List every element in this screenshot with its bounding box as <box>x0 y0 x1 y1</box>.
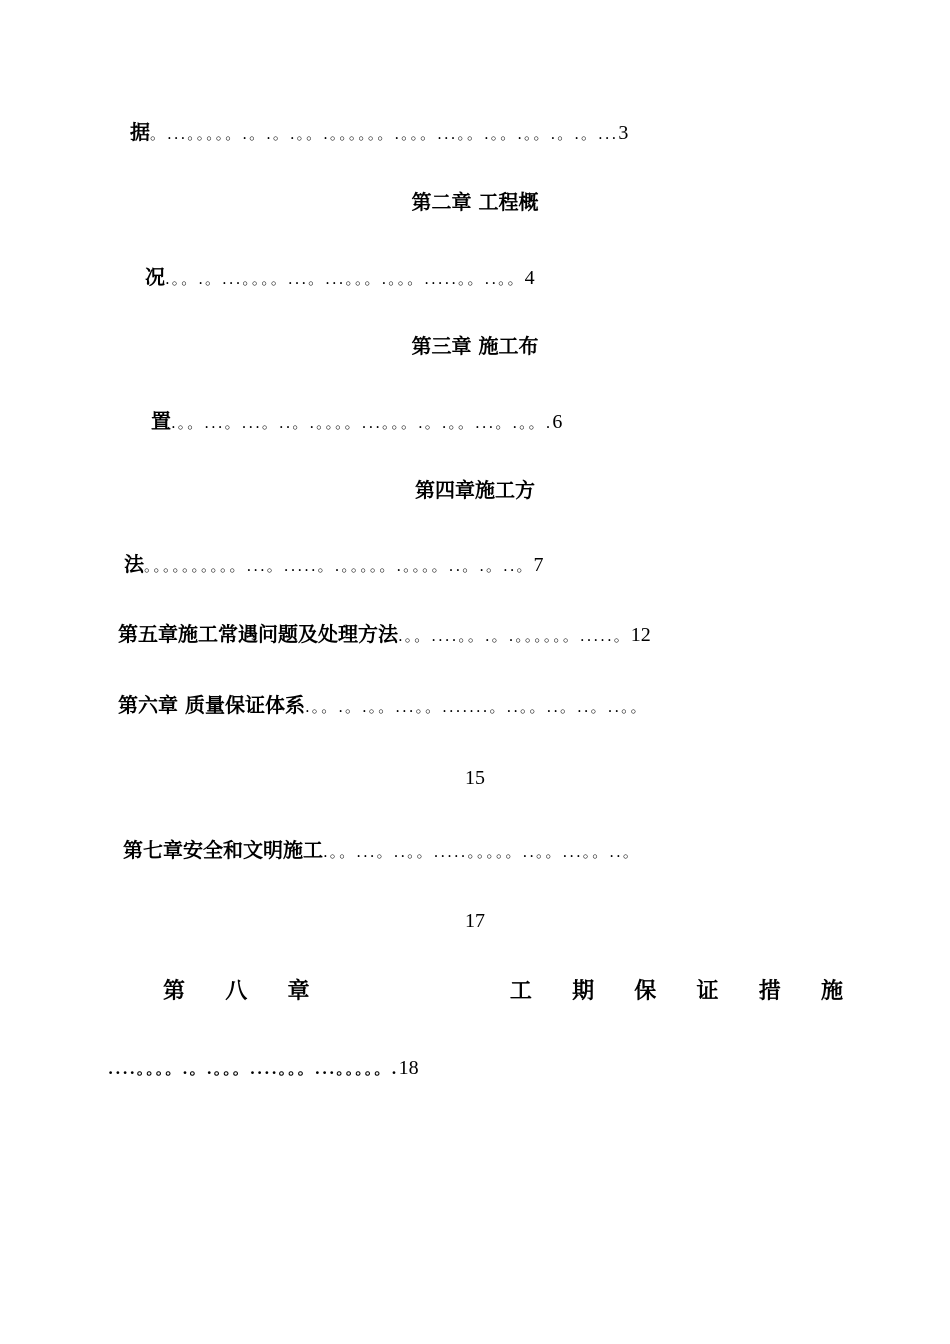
toc-line-3-page: 6 <box>552 411 563 433</box>
toc-line-6-title: 第六章 质量保证体系 <box>118 693 305 717</box>
toc-line-6 <box>118 691 648 721</box>
toc-line-2-leader: .。。.。...。。。。...。...。。。.。。。.....。。..。。 <box>165 270 525 288</box>
toc-chapter-3-title: 第三章 施工布 <box>411 334 539 358</box>
toc-line-1 <box>130 118 628 148</box>
toc-line-5-leader: .。。....。。.。.。。。。。。.....。 <box>398 627 631 645</box>
toc-line-8-leader: ....。。。。.。.。。。....。。。...。。。。。. <box>108 1060 399 1078</box>
toc-line-7-title: 第七章安全和文明施工 <box>123 838 323 862</box>
toc-line-5 <box>118 620 651 650</box>
toc-line-8-char: 期 <box>572 978 595 1004</box>
toc-line-8-gap <box>350 977 470 1005</box>
toc-line-8-char: 证 <box>696 978 719 1004</box>
toc-line-5-page: 12 <box>630 624 651 646</box>
toc-line-8-char: 第 <box>163 978 186 1004</box>
toc-line-7 <box>123 836 640 866</box>
toc-line-3-tail: 置 <box>151 409 171 433</box>
toc-line-7-leader: .。。...。..。。.....。。。。。..。。...。。..。 <box>323 843 640 861</box>
toc-line-8-char: 保 <box>634 978 657 1004</box>
toc-line-8-char: 施 <box>820 978 843 1004</box>
toc-line-4-leader: 。。。。。。。。。。...。.....。.。。。。。.。。。。..。.。..。 <box>144 557 534 575</box>
toc-line-2-tail: 况 <box>145 265 165 289</box>
toc-line-8-char: 措 <box>758 978 781 1004</box>
toc-line-8-page: 18 <box>398 1057 419 1079</box>
toc-line-4 <box>124 550 544 580</box>
toc-line-8-char: 章 <box>287 978 310 1004</box>
toc-line-1-leader: 。...。。。。。.。.。.。。.。。。。。。.。。。...。。.。。.。。.。.。... <box>150 125 619 143</box>
toc-line-2-page: 4 <box>524 267 535 289</box>
toc-chapter-2-title: 第二章 工程概 <box>411 190 539 214</box>
toc-line-2 <box>145 263 535 293</box>
toc-line-1-page: 3 <box>618 122 629 144</box>
toc-line-6-page: 15 <box>465 767 485 789</box>
toc-line-3 <box>151 407 562 437</box>
toc-line-8 <box>108 1053 419 1083</box>
toc-line-6-leader: .。。.。.。。...。。.......。..。。..。..。..。。 <box>304 698 648 716</box>
toc-line-4-tail: 法 <box>124 552 144 576</box>
toc-line-5-title: 第五章施工常遇问题及处理方法 <box>118 622 398 646</box>
toc-line-7-page: 17 <box>465 910 485 932</box>
toc-line-8-char: 八 <box>225 978 248 1004</box>
toc-line-8-char: 工 <box>509 978 532 1004</box>
toc-chapter-4-title: 第四章施工方 <box>415 478 535 502</box>
toc-line-1-tail: 据 <box>130 120 150 144</box>
toc-line-3-leader: .。。...。...。..。.。。。。...。。。.。.。。...。.。。. <box>171 414 553 432</box>
toc-line-4-page: 7 <box>533 554 544 576</box>
toc-line-8-title <box>163 977 843 1005</box>
